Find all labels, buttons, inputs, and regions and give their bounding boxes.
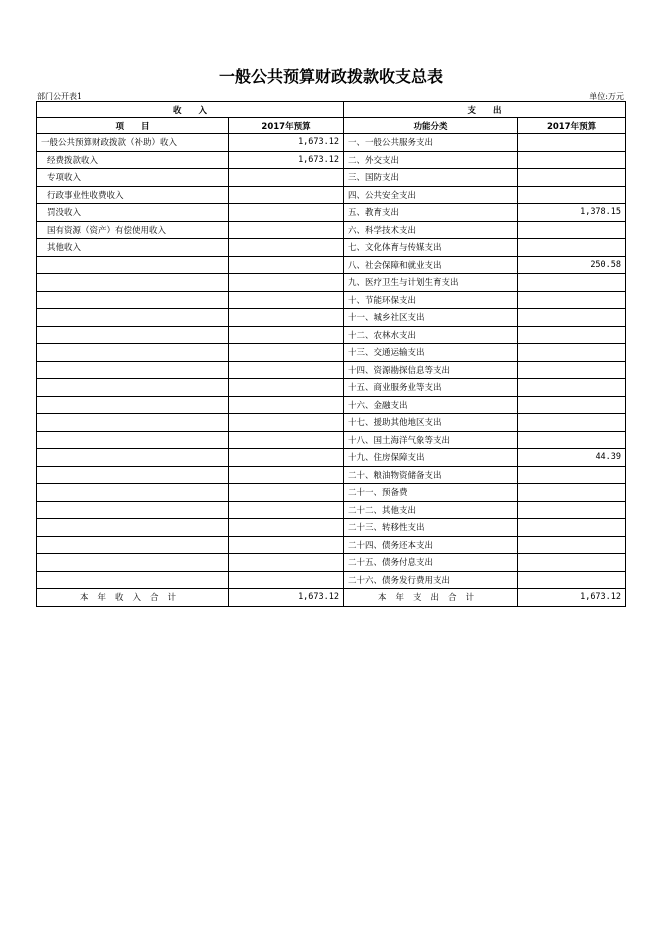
income-item-cell: 国有资源（资产）有偿使用收入 (37, 221, 229, 239)
expense-item-cell: 十六、金融支出 (344, 396, 518, 414)
table-row (37, 256, 626, 274)
expense-amount-cell: 250.58 (518, 256, 626, 274)
budget-table (36, 101, 626, 607)
income-amount-cell (229, 344, 344, 362)
expense-amount-cell: 44.39 (518, 449, 626, 467)
income-item-cell: 专项收入 (37, 169, 229, 187)
table-row (37, 151, 626, 169)
expense-amount-cell (518, 326, 626, 344)
income-item-cell (37, 536, 229, 554)
expense-amount-cell (518, 309, 626, 327)
expense-amount-cell (518, 221, 626, 239)
table-row (37, 186, 626, 204)
income-amount-cell (229, 536, 344, 554)
expense-item-cell: 十二、农林水支出 (344, 326, 518, 344)
income-item-cell: 罚没收入 (37, 204, 229, 222)
form-label: 部门公开表1 (37, 92, 83, 101)
income-amount-cell (229, 274, 344, 292)
expense-amount-cell (518, 571, 626, 589)
expense-item-cell: 十五、商业服务业等支出 (344, 379, 518, 397)
column-header-row (37, 118, 626, 134)
table-row (37, 431, 626, 449)
income-amount-cell (229, 256, 344, 274)
income-item-cell: 经费拨款收入 (37, 151, 229, 169)
income-item-cell (37, 274, 229, 292)
table-row (37, 169, 626, 187)
expense-item-cell: 二、外交支出 (344, 151, 518, 169)
income-amount-cell (229, 221, 344, 239)
item-column-header: 项 目 (37, 118, 229, 134)
section-header-row (37, 102, 626, 118)
table-row (37, 291, 626, 309)
unit-label: 单位:万元 (589, 92, 624, 101)
table-row (37, 309, 626, 327)
table-row (37, 414, 626, 432)
table-row (37, 344, 626, 362)
expense-amount-cell (518, 431, 626, 449)
income-amount-cell (229, 501, 344, 519)
expense-total-amount: 1,673.12 (518, 589, 626, 607)
table-row (37, 134, 626, 152)
income-amount-cell (229, 571, 344, 589)
table-row (37, 221, 626, 239)
table-row (37, 239, 626, 257)
income-item-cell: 其他收入 (37, 239, 229, 257)
expense-amount-cell (518, 501, 626, 519)
expense-total-label: 本年支出合计 (344, 589, 518, 607)
expense-item-cell: 二十、粮油物资储备支出 (344, 466, 518, 484)
income-amount-cell (229, 449, 344, 467)
expense-item-cell: 四、公共安全支出 (344, 186, 518, 204)
table-row (37, 379, 626, 397)
income-total-label: 本年收入合计 (37, 589, 229, 607)
expense-amount-cell (518, 554, 626, 572)
income-item-cell: 行政事业性收费收入 (37, 186, 229, 204)
income-item-cell (37, 431, 229, 449)
income-item-cell (37, 571, 229, 589)
table-row (37, 449, 626, 467)
expense-amount-cell (518, 344, 626, 362)
table-row (37, 484, 626, 502)
expense-amount-cell (518, 151, 626, 169)
income-item-cell (37, 414, 229, 432)
table-row (37, 361, 626, 379)
expense-item-cell: 二十一、预备费 (344, 484, 518, 502)
expense-item-cell: 二十五、债务付息支出 (344, 554, 518, 572)
expense-amount-cell (518, 396, 626, 414)
income-amount-cell (229, 466, 344, 484)
expense-amount-cell (518, 414, 626, 432)
income-amount-cell (229, 204, 344, 222)
expense-amount-cell (518, 536, 626, 554)
expense-item-cell: 十、节能环保支出 (344, 291, 518, 309)
table-row (37, 396, 626, 414)
income-item-cell (37, 256, 229, 274)
income-item-cell (37, 396, 229, 414)
income-amount-cell (229, 169, 344, 187)
expense-item-cell: 二十四、债务还本支出 (344, 536, 518, 554)
income-item-cell (37, 291, 229, 309)
expense-amount-cell (518, 466, 626, 484)
income-item-cell (37, 361, 229, 379)
income-amount-cell (229, 554, 344, 572)
income-amount-cell (229, 396, 344, 414)
expense-item-cell: 六、科学技术支出 (344, 221, 518, 239)
page-title: 一般公共预算财政拨款收支总表 (218, 67, 443, 86)
expense-item-cell: 十八、国土海洋气象等支出 (344, 431, 518, 449)
expense-amount-cell (518, 519, 626, 537)
income-item-cell: 一般公共预算财政拨款（补助）收入 (37, 134, 229, 152)
expense-item-cell: 十九、住房保障支出 (344, 449, 518, 467)
income-section-header: 收 入 (37, 102, 344, 118)
expense-item-cell: 十七、援助其他地区支出 (344, 414, 518, 432)
expense-item-cell: 十四、资源勘探信息等支出 (344, 361, 518, 379)
income-amount-cell (229, 239, 344, 257)
expense-item-cell: 五、教育支出 (344, 204, 518, 222)
income-amount-cell (229, 361, 344, 379)
table-row (37, 326, 626, 344)
income-budget-column-header: 2017年预算 (229, 118, 344, 134)
income-item-cell (37, 379, 229, 397)
income-item-cell (37, 519, 229, 537)
income-amount-cell (229, 326, 344, 344)
income-item-cell (37, 484, 229, 502)
expense-amount-cell (518, 484, 626, 502)
category-column-header: 功能分类 (344, 118, 518, 134)
income-item-cell (37, 501, 229, 519)
income-amount-cell: 1,673.12 (229, 134, 344, 152)
income-amount-cell (229, 519, 344, 537)
table-row (37, 274, 626, 292)
table-row (37, 536, 626, 554)
income-total-amount: 1,673.12 (229, 589, 344, 607)
income-item-cell (37, 326, 229, 344)
income-item-cell (37, 554, 229, 572)
expense-budget-column-header: 2017年预算 (518, 118, 626, 134)
table-row (37, 204, 626, 222)
income-item-cell (37, 309, 229, 327)
expense-item-cell: 九、医疗卫生与计划生育支出 (344, 274, 518, 292)
income-amount-cell (229, 414, 344, 432)
income-amount-cell (229, 484, 344, 502)
expense-section-header: 支 出 (344, 102, 626, 118)
income-item-cell (37, 449, 229, 467)
expense-amount-cell (518, 134, 626, 152)
table-row (37, 501, 626, 519)
table-row (37, 519, 626, 537)
table-row (37, 466, 626, 484)
expense-amount-cell (518, 291, 626, 309)
expense-amount-cell (518, 186, 626, 204)
income-item-cell (37, 344, 229, 362)
income-amount-cell (229, 186, 344, 204)
total-row (37, 589, 626, 607)
expense-item-cell: 十一、城乡社区支出 (344, 309, 518, 327)
income-amount-cell (229, 291, 344, 309)
expense-amount-cell: 1,378.15 (518, 204, 626, 222)
expense-item-cell: 一、一般公共服务支出 (344, 134, 518, 152)
expense-amount-cell (518, 274, 626, 292)
expense-item-cell: 八、社会保障和就业支出 (344, 256, 518, 274)
expense-amount-cell (518, 239, 626, 257)
expense-amount-cell (518, 169, 626, 187)
expense-item-cell: 七、文化体育与传媒支出 (344, 239, 518, 257)
expense-item-cell: 三、国防支出 (344, 169, 518, 187)
income-item-cell (37, 466, 229, 484)
income-amount-cell (229, 309, 344, 327)
income-amount-cell (229, 379, 344, 397)
expense-amount-cell (518, 361, 626, 379)
table-row (37, 571, 626, 589)
expense-item-cell: 十三、交通运输支出 (344, 344, 518, 362)
expense-item-cell: 二十六、债务发行费用支出 (344, 571, 518, 589)
income-amount-cell: 1,673.12 (229, 151, 344, 169)
expense-item-cell: 二十三、转移性支出 (344, 519, 518, 537)
expense-item-cell: 二十二、其他支出 (344, 501, 518, 519)
income-amount-cell (229, 431, 344, 449)
table-row (37, 554, 626, 572)
expense-amount-cell (518, 379, 626, 397)
